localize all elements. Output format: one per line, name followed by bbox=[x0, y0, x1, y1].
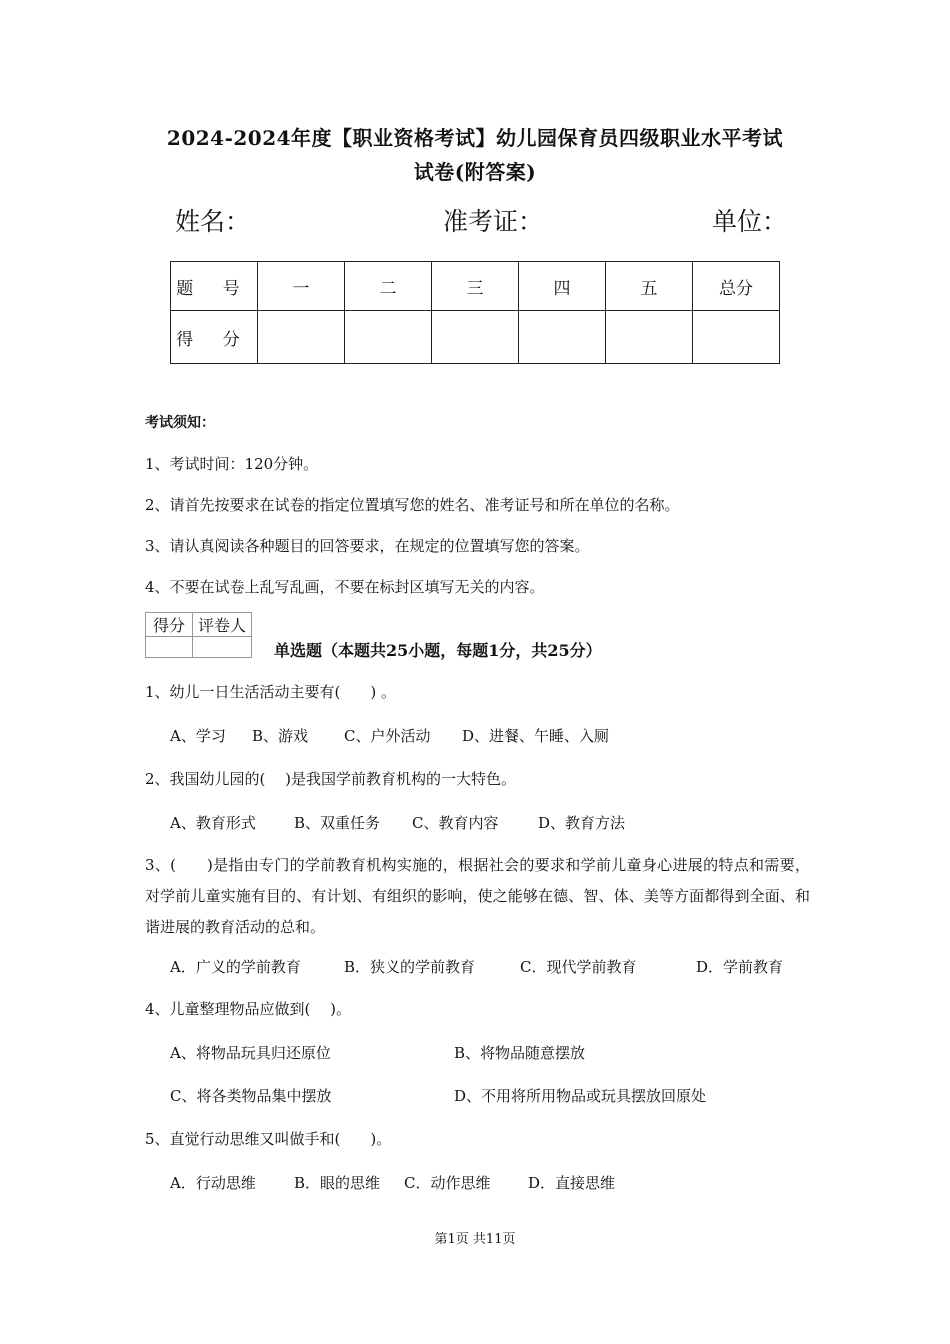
section-title: 单选题（本题共25小题，每题1分，共25分） bbox=[274, 641, 602, 660]
question-stem: 5、直觉行动思维又叫做手和( )。 bbox=[145, 1130, 392, 1148]
question-option: C、将各类物品集中摆放 bbox=[170, 1087, 332, 1105]
score-cell[interactable] bbox=[432, 311, 519, 364]
question-option: D．学前教育 bbox=[696, 958, 784, 976]
notice-item: 1、考试时间：120分钟。 bbox=[145, 455, 319, 473]
notice-item: 3、请认真阅读各种题目的回答要求，在规定的位置填写您的答案。 bbox=[145, 537, 590, 555]
name-label: 姓名： bbox=[175, 207, 251, 236]
question-option: C．动作思维 bbox=[404, 1174, 491, 1192]
score-table-col-total: 总分 bbox=[693, 262, 780, 311]
score-cell-total[interactable] bbox=[693, 311, 780, 364]
question-option: A、将物品玩具归还原位 bbox=[170, 1044, 331, 1062]
score-cell[interactable] bbox=[519, 311, 606, 364]
grader-name-cell[interactable] bbox=[193, 637, 252, 658]
score-table bbox=[170, 261, 780, 364]
question-option: B．眼的思维 bbox=[294, 1174, 381, 1192]
notice-item: 2、请首先按要求在试卷的指定位置填写您的姓名、准考证号和所在单位的名称。 bbox=[145, 496, 680, 514]
score-table-col: 三 bbox=[432, 262, 519, 311]
question-option: A．行动思维 bbox=[170, 1174, 256, 1192]
question-option: C、教育内容 bbox=[412, 814, 499, 832]
question-option: B、双重任务 bbox=[294, 814, 381, 832]
notice-title: 考试须知： bbox=[145, 415, 215, 431]
score-table-row1-head: 题 号 bbox=[171, 262, 258, 311]
grader-score-cell[interactable] bbox=[146, 637, 193, 658]
question-option: A、教育形式 bbox=[170, 814, 256, 832]
question-option: D、教育方法 bbox=[538, 814, 626, 832]
question-stem: 3、( )是指由专门的学前教育机构实施的，根据社会的要求和学前儿童身心进展的特点和需要，对学前儿童实施有目的、有计划、有组织的影响，使之能够在德、智、体、美等方面都得到全面、和谐进展的教育活动的总和。 bbox=[145, 856, 810, 936]
question-option: C．现代学前教育 bbox=[520, 958, 637, 976]
question-option: B、将物品随意摆放 bbox=[454, 1044, 586, 1062]
score-cell[interactable] bbox=[606, 311, 693, 364]
grader-score-label: 得分 bbox=[146, 613, 193, 637]
unit-label: 单位： bbox=[712, 207, 788, 236]
exam-title-line1: 2024-2024年度【职业资格考试】幼儿园保育员四级职业水平考试 bbox=[166, 126, 784, 150]
question-stem: 2、我国幼儿园的( )是我国学前教育机构的一大特色。 bbox=[145, 770, 517, 788]
grader-name-label: 评卷人 bbox=[193, 613, 252, 637]
question-option: B．狭义的学前教育 bbox=[344, 958, 476, 976]
score-table-col: 二 bbox=[345, 262, 432, 311]
exam-title-line2: 试卷(附答案) bbox=[413, 160, 537, 184]
score-table-col: 一 bbox=[258, 262, 345, 311]
question-option: B、游戏 bbox=[252, 727, 309, 745]
question-option: C、户外活动 bbox=[344, 727, 431, 745]
question-stem: 1、幼儿一日生活活动主要有( ) 。 bbox=[145, 683, 397, 701]
question-option: D、不用将所用物品或玩具摆放回原处 bbox=[454, 1087, 707, 1105]
score-cell[interactable] bbox=[258, 311, 345, 364]
question-option: D、进餐、午睡、入厕 bbox=[462, 727, 610, 745]
score-cell[interactable] bbox=[345, 311, 432, 364]
score-table-col: 四 bbox=[519, 262, 606, 311]
exam-id-label: 准考证： bbox=[443, 207, 544, 236]
question-stem: 4、儿童整理物品应做到( )。 bbox=[145, 1000, 352, 1018]
notice-item: 4、不要在试卷上乱写乱画，不要在标封区填写无关的内容。 bbox=[145, 578, 545, 596]
question-option: A．广义的学前教育 bbox=[170, 958, 301, 976]
score-table-col: 五 bbox=[606, 262, 693, 311]
question-option: A、学习 bbox=[170, 727, 226, 745]
page-footer: 第1页 共11页 bbox=[434, 1232, 516, 1247]
score-table-row2-head: 得 分 bbox=[171, 311, 258, 364]
grader-table bbox=[145, 612, 252, 658]
question-option: D．直接思维 bbox=[528, 1174, 616, 1192]
